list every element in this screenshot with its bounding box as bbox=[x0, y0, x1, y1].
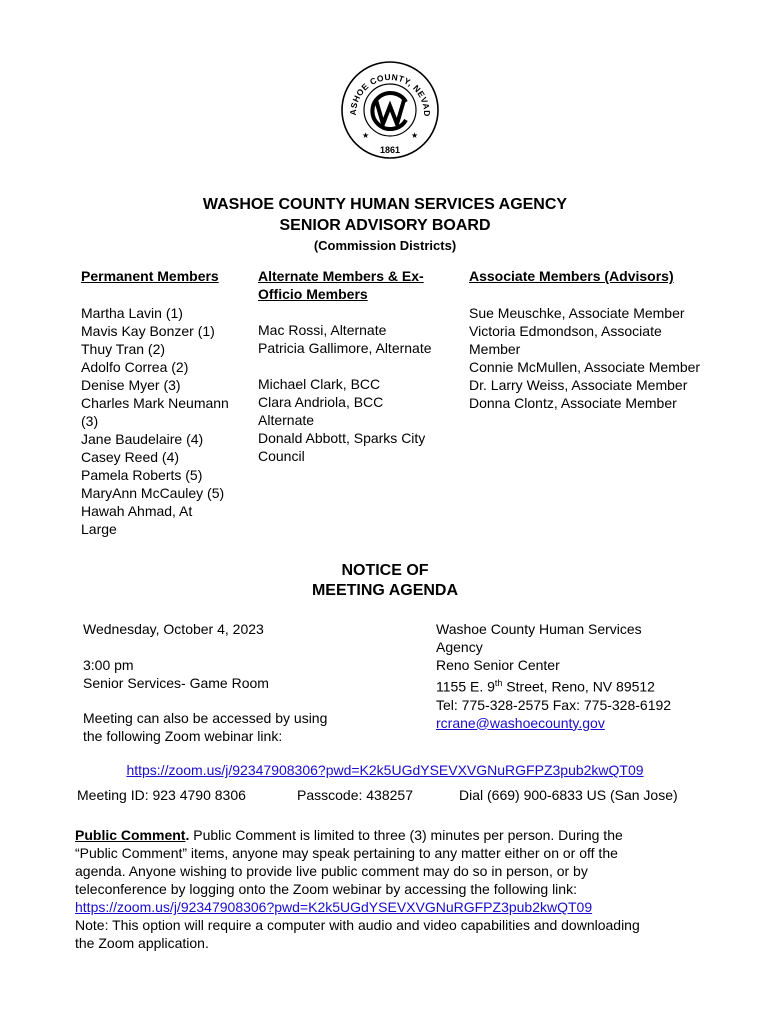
svg-text:WASHOE COUNTY, NEVADA bbox=[340, 56, 432, 117]
public-comment-line2: “Public Comment” items, anyone may speak pertaining to any matter either on or off the bbox=[75, 845, 618, 861]
meeting-id: Meeting ID: 923 4790 8306 bbox=[77, 787, 246, 803]
email-link[interactable]: rcrane@washoecounty.gov bbox=[436, 714, 605, 731]
public-comment-line4: teleconference by logging onto the Zoom webinar by accessing the following link: bbox=[75, 881, 577, 897]
list-item: Dr. Larry Weiss, Associate Member bbox=[469, 377, 688, 393]
zoom-webinar-link[interactable]: https://zoom.us/j/92347908306?pwd=K2k5UGdYSEVXVGNuRGFPZ3pub2kwQT09 bbox=[126, 762, 644, 778]
svg-text:★: ★ bbox=[362, 131, 370, 140]
alternate-members-heading bbox=[258, 267, 424, 303]
list-item: Charles Mark Neumann bbox=[81, 395, 229, 411]
notice-heading bbox=[0, 561, 770, 601]
public-comment-line1: Public Comment is limited to three (3) minutes per person. During the bbox=[189, 827, 623, 843]
venue-phone: Tel: 775-328-2575 Fax: 775-328-6192 bbox=[436, 696, 672, 713]
notice-line2: MEETING AGENDA bbox=[311, 582, 459, 599]
list-item: Donald Abbott, Sparks City bbox=[258, 430, 426, 446]
public-comment-label: Public Comment bbox=[75, 827, 186, 843]
venue-org-line2: Agency bbox=[436, 639, 483, 655]
permanent-members-list bbox=[81, 304, 229, 538]
zoom-link-row bbox=[0, 761, 770, 779]
list-item: Michael Clark, BCC bbox=[258, 376, 381, 392]
passcode: Passcode: 438257 bbox=[297, 787, 413, 803]
dial-in: Dial (669) 900-6833 US (San Jose) bbox=[459, 787, 678, 803]
list-item: Pamela Roberts (5) bbox=[81, 467, 203, 483]
county-seal bbox=[340, 56, 440, 164]
associate-members-list bbox=[469, 304, 700, 412]
list-item: Victoria Edmondson, Associate bbox=[469, 323, 662, 339]
list-item: Alternate bbox=[258, 412, 315, 428]
meeting-room: Senior Services- Game Room bbox=[83, 675, 269, 691]
list-item: Denise Myer (3) bbox=[81, 377, 181, 393]
alternate-heading-line2: Officio Members bbox=[258, 286, 368, 302]
list-item: Sue Meuschke, Associate Member bbox=[469, 305, 685, 321]
alternate-heading-line1: Alternate Members & Ex- bbox=[258, 268, 424, 284]
meeting-time: 3:00 pm bbox=[83, 657, 134, 673]
address-number: 1155 E. 9 bbox=[436, 678, 495, 695]
list-item: Mac Rossi, Alternate bbox=[258, 322, 387, 338]
public-comment-line3: agenda. Anyone wishing to provide live public comment may do so in person, or by bbox=[75, 863, 588, 879]
list-item: MaryAnn McCauley (5) bbox=[81, 485, 225, 501]
address-suffix: th bbox=[494, 678, 503, 688]
districts-subtitle: (Commission Districts) bbox=[313, 238, 457, 253]
list-item: Donna Clontz, Associate Member bbox=[469, 395, 677, 411]
list-item: Martha Lavin (1) bbox=[81, 305, 183, 321]
zoom-note-line1: Meeting can also be accessed by using bbox=[83, 710, 328, 726]
list-item: Member bbox=[469, 341, 521, 357]
board-title: SENIOR ADVISORY BOARD bbox=[279, 217, 491, 234]
alternate-members-group2 bbox=[258, 375, 425, 465]
list-item: (3) bbox=[81, 413, 99, 429]
permanent-members-heading: Permanent Members bbox=[81, 268, 219, 284]
public-comment-note2: the Zoom application. bbox=[75, 935, 209, 951]
list-item: Jane Baudelaire (4) bbox=[81, 431, 204, 447]
list-item: Hawah Ahmad, At bbox=[81, 503, 193, 519]
associate-members-heading: Associate Members (Advisors) bbox=[469, 268, 674, 284]
seal-year: 1861 bbox=[379, 145, 401, 155]
public-comment-section: Public Comment. Public Comment is limited to three (3) minutes per person. During the “Public Comment” items, anyone may speak pertaining to any matter either on or off the agenda. Anyone wishing to provide live public comment may do so in person, or by teleconference by logging onto the Zoom webinar by accessing the following link: https://zoom.us/j/92347908306?pwd=K2k5UGdYSEVXVGNuRGFPZ3pub2kwQT09 Note: This option will require a computer with audio and video capabilities and downloading the Zoom application. bbox=[75, 826, 695, 952]
list-item: Adolfo Correa (2) bbox=[81, 359, 189, 375]
meeting-date: Wednesday, October 4, 2023 bbox=[83, 621, 264, 637]
list-item: Mavis Kay Bonzer (1) bbox=[81, 323, 215, 339]
address-street: Street, Reno, NV 89512 bbox=[502, 678, 655, 695]
list-item: Casey Reed (4) bbox=[81, 449, 180, 465]
agency-title: WASHOE COUNTY HUMAN SERVICES AGENCY bbox=[202, 196, 568, 213]
svg-text:★: ★ bbox=[411, 131, 419, 140]
venue-center: Reno Senior Center bbox=[436, 657, 560, 673]
zoom-note-line2: the following Zoom webinar link: bbox=[83, 728, 283, 744]
list-item: Clara Andriola, BCC bbox=[258, 394, 384, 410]
list-item: Thuy Tran (2) bbox=[81, 341, 166, 357]
list-item: Large bbox=[81, 521, 117, 537]
zoom-access-note bbox=[83, 709, 327, 745]
public-comment-note1: Note: This option will require a computer with audio and video capabilities and downloading bbox=[75, 917, 640, 933]
public-comment-zoom-link[interactable]: https://zoom.us/j/92347908306?pwd=K2k5UGdYSEVXVGNuRGFPZ3pub2kwQT09 bbox=[75, 899, 593, 915]
venue-block bbox=[436, 620, 671, 732]
venue-org-line1: Washoe County Human Services bbox=[436, 621, 642, 637]
list-item: Council bbox=[258, 448, 305, 464]
alternate-members-group1 bbox=[258, 321, 432, 357]
list-item: Patricia Gallimore, Alternate bbox=[258, 340, 432, 356]
seal-ring-text: ASHOE COUNTY, NEVAD bbox=[347, 71, 433, 117]
notice-line1: NOTICE OF bbox=[341, 562, 429, 579]
venue-address bbox=[436, 674, 671, 696]
list-item: Connie McMullen, Associate Member bbox=[469, 359, 701, 375]
